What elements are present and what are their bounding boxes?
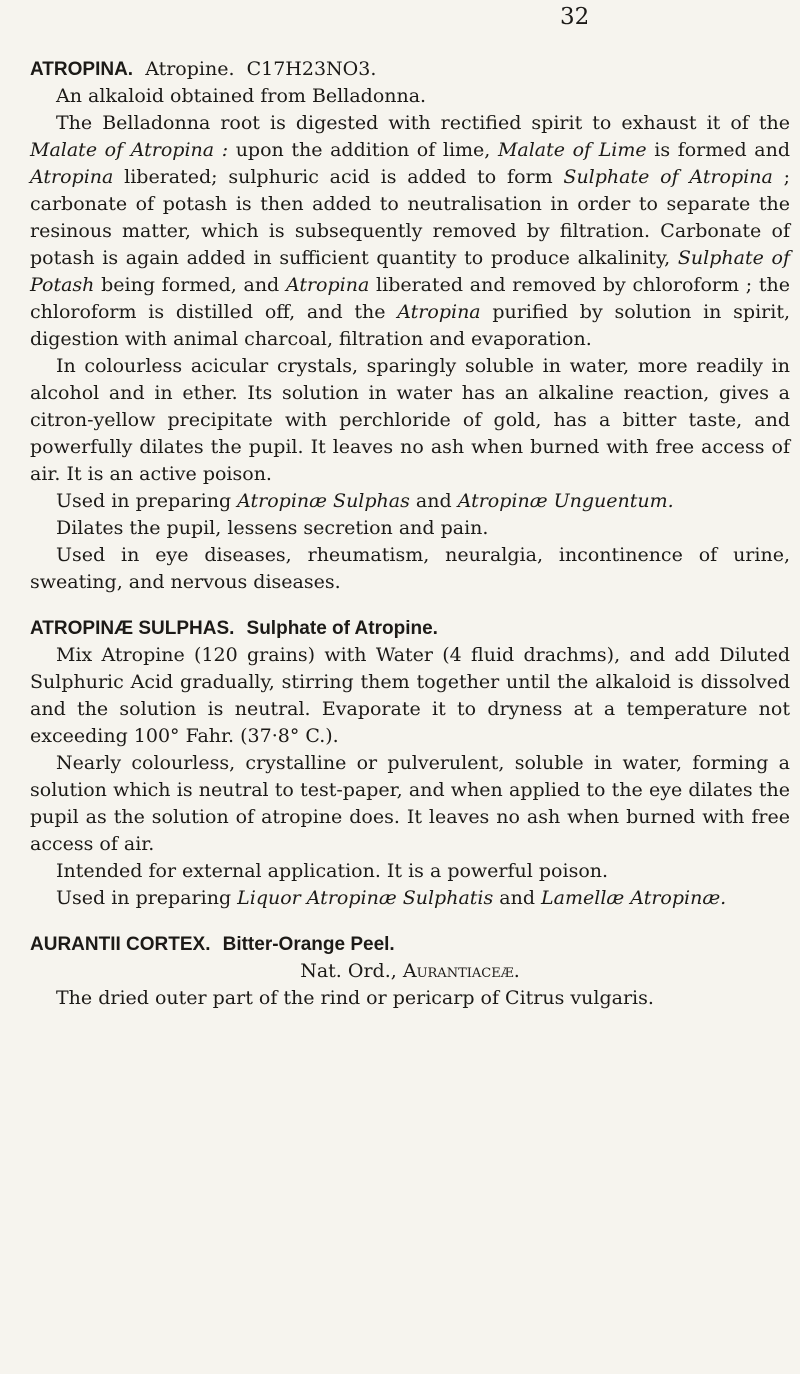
- paragraph-caution: Intended for external application. It is a powerful poison.: [56, 860, 609, 882]
- subtitle-atropinae-sulphas: Sulphate of Atropine.: [246, 618, 438, 639]
- paragraph-characters: In colourless acicular crystals, sparingly soluble in water, more readily in alcohol and in ether. Its solution in water has an alkaline reaction, gives a citron-yellow precipitate with perchloride of gold, has a bitter taste, and powerfully dilates the pupil. It leaves no ash when burned with free access of air. It is an active poison.: [30, 355, 790, 485]
- chemical-formula: C17H23NO3.: [246, 58, 377, 80]
- paragraph-therapeutics: Used in eye diseases, rheumatism, neuralgia, incontinence of urine, sweating, and nervous diseases.: [30, 544, 790, 593]
- common-name-atropina: Atropine.: [145, 58, 235, 80]
- heading-atropina: ATROPINA.: [30, 59, 134, 80]
- entry-heading-atropinae-sulphas: [30, 615, 790, 642]
- paragraph-uses: Used in preparing Atropinæ Sulphas and Atropinæ Unguentum.: [56, 490, 674, 512]
- paragraph-preparation: Mix Atropine (120 grains) with Water (4 fluid drachms), and add Diluted Sulphuric Acid gradually, stirring them together until the alkaloid is dissolved and the solution is neutral. Evaporate it to dryness at a temperature not exceeding 100° Fahr. (37·8° C.).: [30, 644, 790, 747]
- paragraph-description: The dried outer part of the rind or pericarp of Citrus vulgaris.: [56, 987, 654, 1009]
- page-number: 32: [560, 4, 590, 30]
- subtitle-aurantii-cortex: Bitter-Orange Peel.: [222, 934, 395, 955]
- natural-order: Nat. Ord., Aurantiaceæ.: [300, 960, 520, 982]
- paragraph-characters: Nearly colourless, crystalline or pulverulent, soluble in water, forming a solution which is neutral to test-paper, and when applied to the eye dilates the pupil as the solution of atropine does. It leaves no ash when burned with free access of air.: [30, 752, 790, 855]
- paragraph-action: Dilates the pupil, lessens secretion and pain.: [56, 517, 489, 539]
- paragraph-uses: Used in preparing Liquor Atropinæ Sulphatis and Lamellæ Atropinæ.: [56, 887, 727, 909]
- document-body: [30, 56, 790, 1012]
- heading-atropinae-sulphas: ATROPINÆ SULPHAS.: [30, 618, 235, 639]
- entry-heading-atropina: [30, 56, 790, 83]
- paragraph-preparation: The Belladonna root is digested with rectified spirit to exhaust it of the Malate of Atropina : upon the addition of lime, Malate of Lime is formed and Atropina liberated; sulphuric acid is added to form Sulphate of Atropina ; carbonate of potash is then added to neutralisation in order to separate the resinous matter, which is subsequently removed by filtration. Carbonate of potash is again added in sufficient quantity to produce alkalinity, Sulphate of Potash being formed, and Atropina liberated and removed by chloroform ; the chloroform is distilled off, and the Atropina purified by solution in spirit, digestion with animal charcoal, filtration and evaporation.: [30, 112, 790, 350]
- entry-heading-aurantii-cortex: [30, 931, 790, 958]
- paragraph: An alkaloid obtained from Belladonna.: [56, 85, 427, 107]
- heading-aurantii-cortex: AURANTII CORTEX.: [30, 934, 211, 955]
